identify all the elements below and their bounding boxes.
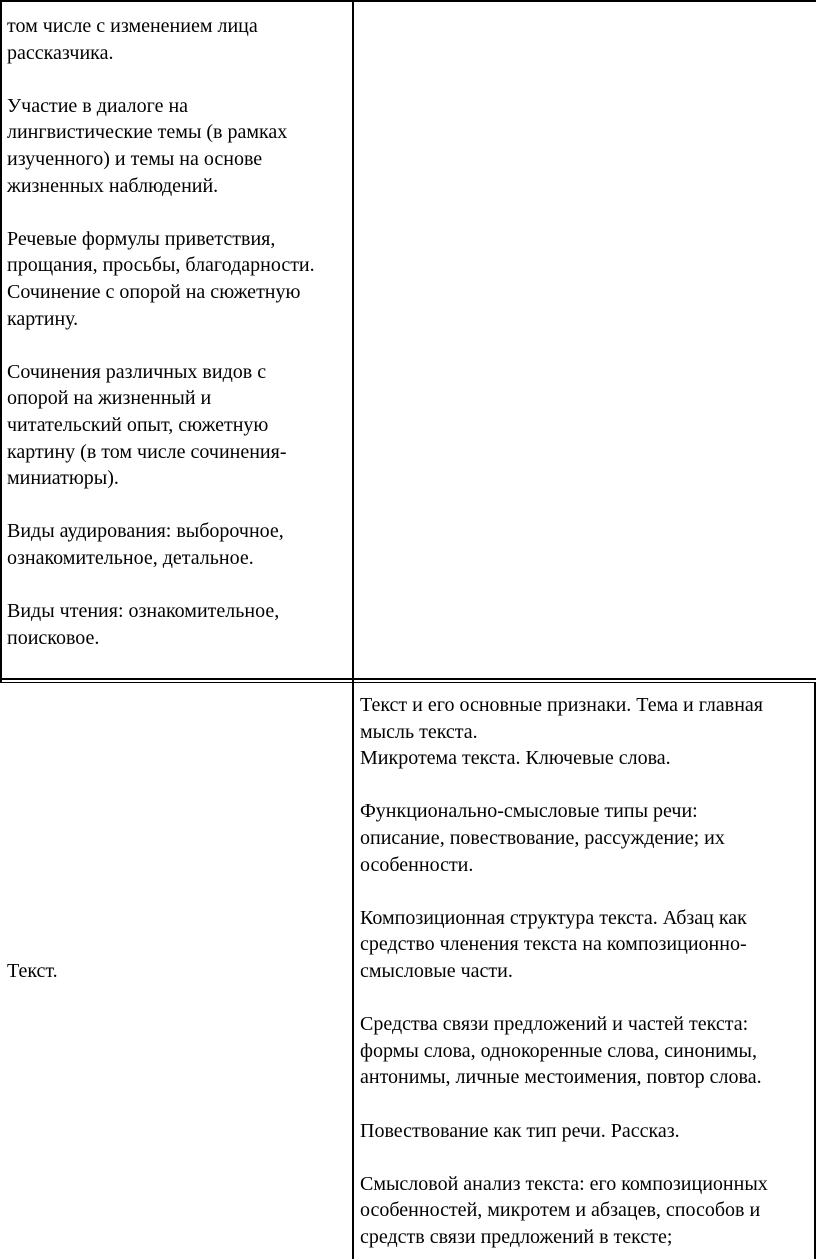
row1-left-line: Сочинение с опорой на сюжетную — [7, 280, 301, 303]
row1-left-line: том числе с изменением лица — [7, 15, 258, 37]
row1-left-line: миниатюры). — [7, 467, 119, 490]
table-row-divider — [0, 678, 816, 680]
row1-left-line: Виды чтения: ознакомительное, — [7, 600, 280, 623]
row1-left-line: Виды аудирования: выборочное, — [7, 520, 284, 543]
row2-right-line: Повествование как тип речи. Рассказ. — [360, 1119, 680, 1142]
row2-right-line: особенностей, микротем и абзацев, способов и — [360, 1199, 761, 1222]
row1-left-line: Речевые формулы приветствия, — [7, 227, 276, 250]
row2-right-line: антонимы, личные местоимения, повтор слова. — [360, 1066, 762, 1089]
row2-left-cell — [7, 958, 58, 985]
row2-right-line: смысловые части. — [360, 959, 513, 982]
table-border-left-row1 — [0, 0, 2, 682]
row2-right-line: описание, повествование, рассуждение; их — [360, 826, 725, 849]
row2-right-line: средство членения текста на композиционно- — [360, 933, 747, 956]
row1-left-line: рассказчика. — [7, 41, 114, 64]
row2-right-line: Текст и его основные признаки. Тема и главная — [360, 694, 763, 716]
row1-left-line: лингвистические темы (в рамках — [7, 121, 288, 144]
section-label: Текст. — [7, 960, 58, 982]
row2-right-line: Средства связи предложений и частей текста: — [360, 1013, 749, 1036]
row2-right-line: Смысловой анализ текста: его композиционных — [360, 1172, 768, 1195]
table-row-divider-lower — [0, 682, 816, 683]
row1-left-line: картину (в том числе сочинения- — [7, 440, 287, 463]
row2-right-line: средств связи предложений в тексте; — [360, 1225, 673, 1248]
row1-left-line: опорой на жизненный и — [7, 387, 212, 410]
row2-right-line: Микротема текста. Ключевые слова. — [360, 747, 671, 770]
row1-left-line: ознакомительное, детальное. — [7, 546, 254, 569]
row1-left-cell — [7, 13, 315, 651]
row1-left-line: прощания, просьбы, благодарности. — [7, 254, 315, 277]
row1-left-line: читательский опыт, сюжетную — [7, 413, 269, 436]
table-column-divider-row2 — [352, 682, 354, 1259]
row2-right-line: Композиционная структура текста. Абзац как — [360, 906, 747, 929]
row2-right-line: мысль текста. — [360, 720, 478, 743]
row1-left-line: изученного) и темы на основе — [7, 147, 263, 170]
row1-left-line: поисковое. — [7, 626, 100, 649]
row1-left-line: картину. — [7, 307, 79, 330]
row2-right-line: формы слова, однокоренные слова, синонимы, — [360, 1039, 757, 1062]
row1-left-line: жизненных наблюдений. — [7, 174, 219, 197]
row2-right-cell — [360, 692, 768, 1250]
row1-left-line: Сочинения различных видов с — [7, 360, 267, 383]
row1-left-line: Участие в диалоге на — [7, 94, 189, 117]
row1-right-cell — [354, 2, 814, 678]
row2-right-line: Функционально-смысловые типы речи: — [360, 800, 698, 823]
row2-right-line: особенности. — [360, 853, 474, 876]
